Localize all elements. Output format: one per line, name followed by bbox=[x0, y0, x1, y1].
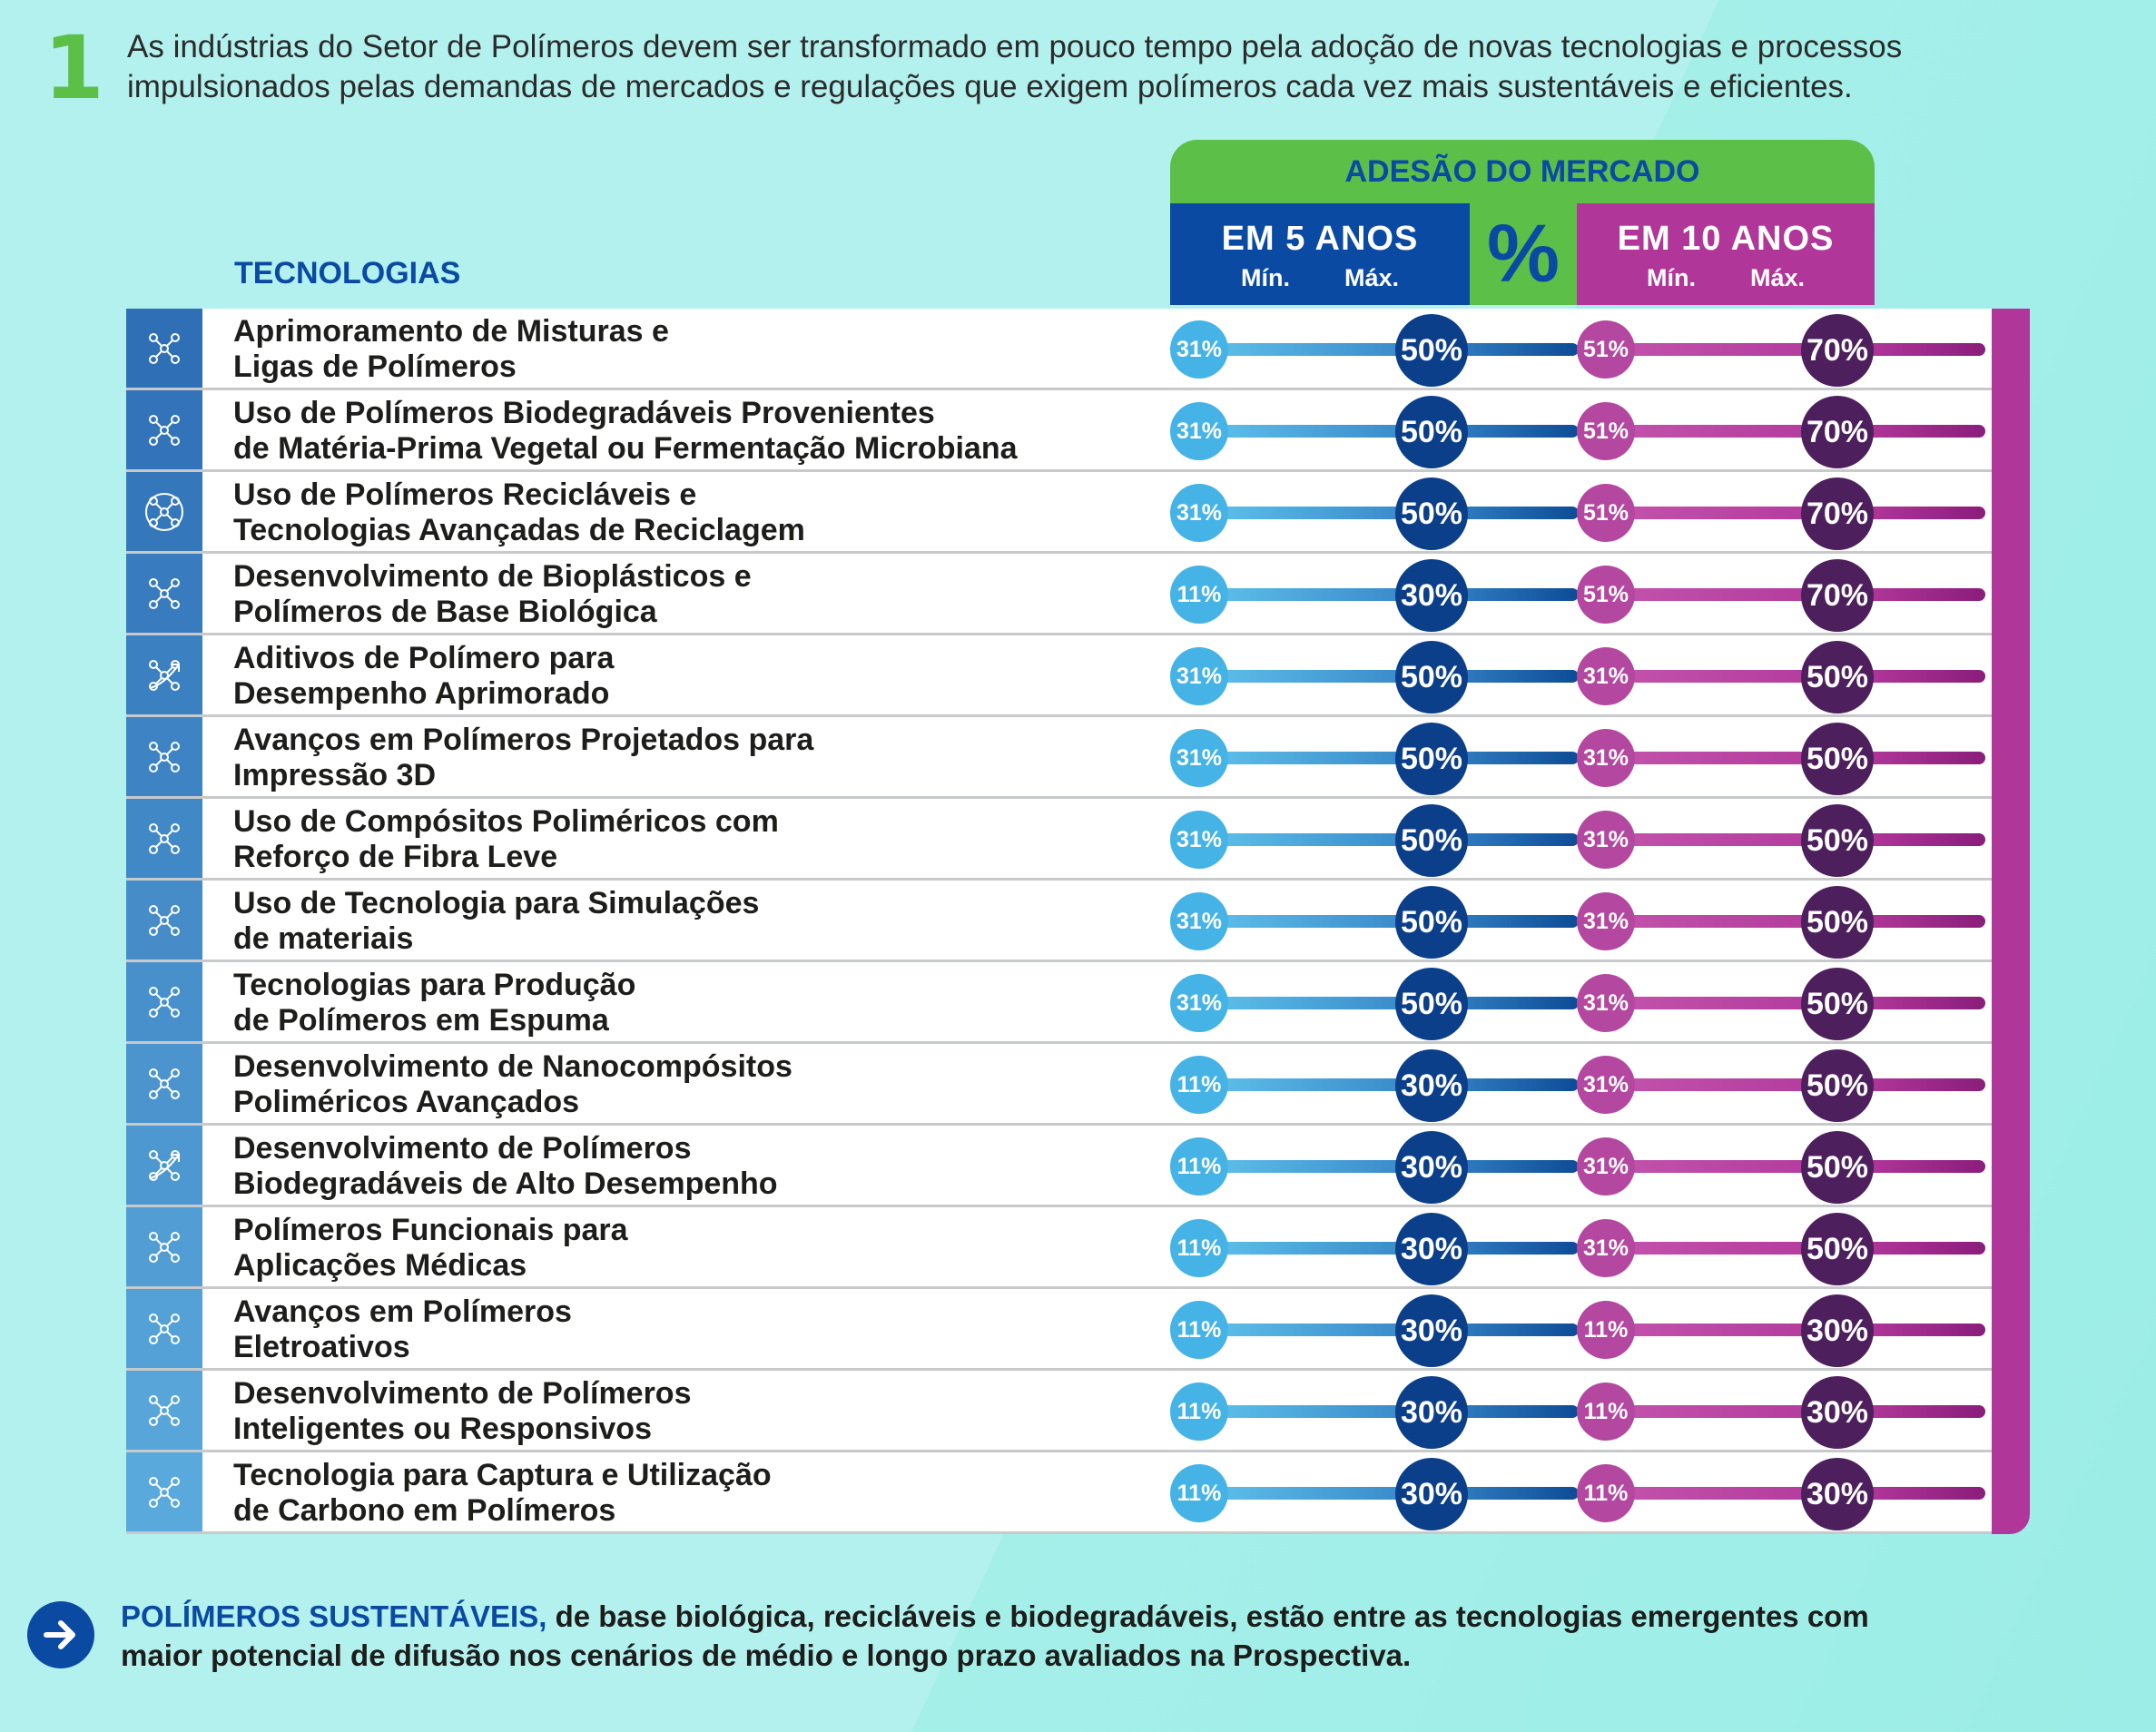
technology-label-line-2: Biodegradáveis de Alto Desempenho bbox=[233, 1166, 778, 1201]
five-years-max-value: 50% bbox=[1395, 314, 1468, 387]
intro-text bbox=[127, 27, 2124, 107]
technology-label-line-1: Aprimoramento de Misturas e bbox=[233, 314, 669, 349]
arrow-right-icon bbox=[27, 1601, 94, 1668]
molecule-icon bbox=[126, 309, 202, 388]
table-row bbox=[126, 309, 1992, 390]
ten-years-min-value: 31% bbox=[1577, 1137, 1635, 1196]
drop-growth-icon bbox=[126, 635, 202, 714]
five-years-max-label: Máx. bbox=[1344, 264, 1400, 291]
technology-label bbox=[233, 477, 1232, 548]
five-years-max-value: 50% bbox=[1395, 477, 1468, 550]
nano-molecule-icon bbox=[126, 1044, 202, 1123]
table-row bbox=[126, 1207, 1992, 1289]
technology-label-line-1: Uso de Polímeros Recicláveis e bbox=[233, 477, 697, 512]
intro-line-2: impulsionados pelas demandas de mercados e regulações que exigem polímeros cada vez mais sustentáveis e eficientes. bbox=[127, 69, 1853, 104]
ten-years-max-value: 50% bbox=[1801, 968, 1874, 1040]
technology-label bbox=[233, 396, 1232, 467]
five-years-min-value: 31% bbox=[1170, 729, 1228, 787]
technology-label bbox=[233, 1213, 1232, 1284]
bulb-molecule-icon bbox=[126, 1371, 202, 1450]
ten-years-min-value: 31% bbox=[1577, 729, 1635, 787]
five-years-min-value: 11% bbox=[1170, 1383, 1228, 1441]
five-years-min-value: 31% bbox=[1170, 484, 1228, 542]
technology-label bbox=[233, 968, 1232, 1038]
five-years-max-value: 30% bbox=[1395, 1458, 1468, 1530]
five-years-min-value: 11% bbox=[1170, 566, 1228, 624]
table-row bbox=[126, 1044, 1992, 1126]
five-years-header bbox=[1170, 203, 1470, 305]
five-years-min-value: 31% bbox=[1170, 974, 1228, 1032]
technology-label-line-1: Uso de Tecnologia para Simulações bbox=[233, 886, 760, 920]
recycle-molecule-icon bbox=[126, 472, 202, 551]
five-years-title: EM 5 ANOS bbox=[1221, 220, 1419, 258]
five-years-range-bar bbox=[1188, 752, 1579, 764]
table-accent-bar bbox=[1992, 309, 2030, 1534]
ten-years-max-value: 50% bbox=[1801, 1213, 1874, 1285]
lightning-molecule-icon bbox=[126, 1289, 202, 1368]
footer-text-2: maior potencial de difusão nos cenários de médio e longo prazo avaliados na Prospectiva. bbox=[121, 1639, 1412, 1672]
ten-years-range-bar bbox=[1595, 1405, 1985, 1418]
ten-years-min-value: 51% bbox=[1577, 484, 1635, 542]
five-years-range-bar bbox=[1188, 425, 1579, 438]
ten-years-min-value: 31% bbox=[1577, 974, 1635, 1032]
ten-years-min-value: 11% bbox=[1577, 1464, 1635, 1522]
table-row bbox=[126, 799, 1992, 881]
ten-years-range-bar bbox=[1595, 425, 1985, 438]
row-divider bbox=[126, 1531, 1992, 1534]
market-adoption-header: ADESÃO DO MERCADO bbox=[1170, 140, 1875, 203]
technology-label bbox=[233, 559, 1232, 630]
five-years-range-bar bbox=[1188, 670, 1579, 683]
molecule-growth-icon bbox=[126, 1126, 202, 1205]
technology-label bbox=[233, 1376, 1232, 1447]
ten-years-max-value: 70% bbox=[1801, 396, 1874, 468]
table-row bbox=[126, 1289, 1992, 1371]
technology-label-line-2: Polímeros de Base Biológica bbox=[233, 595, 657, 629]
table-row bbox=[126, 554, 1992, 635]
technology-label-line-2: Impressão 3D bbox=[233, 758, 436, 792]
ten-years-min-value: 11% bbox=[1577, 1383, 1635, 1441]
table-row bbox=[126, 1452, 1992, 1534]
ten-years-min-value: 11% bbox=[1577, 1301, 1635, 1359]
five-years-min-value: 31% bbox=[1170, 892, 1228, 950]
ten-years-min-value: 31% bbox=[1577, 1219, 1635, 1277]
five-years-range-bar bbox=[1188, 1487, 1579, 1500]
five-years-range-bar bbox=[1188, 343, 1579, 356]
ten-years-max-value: 50% bbox=[1801, 804, 1874, 877]
ten-years-max-value: 50% bbox=[1801, 723, 1874, 795]
five-years-max-value: 50% bbox=[1395, 641, 1468, 713]
technology-label-line-1: Desenvolvimento de Polímeros bbox=[233, 1131, 692, 1166]
ten-years-range-bar bbox=[1595, 997, 1985, 1009]
table-row bbox=[126, 472, 1992, 554]
technology-label-line-1: Aditivos de Polímero para bbox=[233, 641, 615, 675]
molecule-cylinder-icon bbox=[126, 881, 202, 959]
foam-icon bbox=[126, 962, 202, 1041]
five-years-range-bar bbox=[1188, 1078, 1579, 1091]
table-row bbox=[126, 1371, 1992, 1452]
ten-years-title: EM 10 ANOS bbox=[1617, 220, 1835, 258]
technology-label bbox=[233, 723, 1232, 793]
five-years-max-value: 30% bbox=[1395, 1376, 1468, 1449]
ten-years-max-value: 50% bbox=[1801, 886, 1874, 959]
technology-label bbox=[233, 641, 1232, 712]
technology-label-line-2: Desempenho Aprimorado bbox=[233, 676, 610, 711]
five-years-min-label: Mín. bbox=[1240, 264, 1290, 291]
technology-label-line-2: Eletroativos bbox=[233, 1330, 410, 1364]
table-row bbox=[126, 962, 1992, 1044]
five-years-min-value: 11% bbox=[1170, 1219, 1228, 1277]
ten-years-max-value: 30% bbox=[1801, 1458, 1874, 1530]
five-years-max-value: 50% bbox=[1395, 968, 1468, 1040]
ten-years-max-value: 50% bbox=[1801, 1049, 1874, 1122]
intro-line-1: As indústrias do Setor de Polímeros devem ser transformado em pouco tempo pela adoção de novas tecnologias e processos bbox=[127, 29, 1903, 64]
five-years-min-value: 31% bbox=[1170, 320, 1228, 379]
ten-years-min-value: 31% bbox=[1577, 1056, 1635, 1114]
technology-label-line-2: Ligas de Polímeros bbox=[233, 349, 517, 384]
five-years-range-bar bbox=[1188, 588, 1579, 601]
ten-years-header bbox=[1577, 203, 1875, 305]
ten-years-max-value: 30% bbox=[1801, 1294, 1874, 1367]
ten-years-range-bar bbox=[1595, 670, 1985, 683]
five-years-min-value: 31% bbox=[1170, 647, 1228, 705]
five-years-max-value: 30% bbox=[1395, 559, 1468, 632]
five-years-min-value: 31% bbox=[1170, 811, 1228, 869]
five-years-max-value: 30% bbox=[1395, 1131, 1468, 1204]
ten-years-min-value: 31% bbox=[1577, 647, 1635, 705]
ten-years-min-value: 31% bbox=[1577, 892, 1635, 950]
ten-years-max-value: 50% bbox=[1801, 641, 1874, 713]
technology-label-line-1: Uso de Compósitos Poliméricos com bbox=[233, 804, 779, 839]
ten-years-max-value: 70% bbox=[1801, 477, 1874, 550]
section-number: 1 bbox=[44, 17, 104, 119]
five-years-range-bar bbox=[1188, 1242, 1579, 1255]
ten-years-max-value: 70% bbox=[1801, 314, 1874, 387]
percent-header bbox=[1470, 203, 1577, 305]
technology-label-line-1: Tecnologia para Captura e Utilização bbox=[233, 1458, 772, 1492]
footer-text-1: de base biológica, recicláveis e biodegradáveis, estão entre as tecnologias emergentes com bbox=[546, 1599, 1869, 1633]
technology-label bbox=[233, 314, 1232, 385]
table-row bbox=[126, 717, 1992, 799]
technology-label-line-2: de Matéria-Prima Vegetal ou Fermentação Microbiana bbox=[233, 431, 1018, 466]
ten-years-range-bar bbox=[1595, 1324, 1985, 1336]
dna-icon bbox=[126, 554, 202, 633]
technologies-header: TECNOLOGIAS bbox=[234, 256, 461, 290]
technology-label-line-2: Aplicações Médicas bbox=[233, 1248, 527, 1283]
doctor-icon bbox=[126, 1207, 202, 1286]
five-years-range-bar bbox=[1188, 1405, 1579, 1418]
footer-note bbox=[121, 1597, 2072, 1675]
technology-label bbox=[233, 886, 1232, 957]
ten-years-min-value: 51% bbox=[1577, 566, 1635, 624]
ten-years-range-bar bbox=[1595, 1242, 1985, 1255]
table-row bbox=[126, 635, 1992, 717]
ten-years-range-bar bbox=[1595, 833, 1985, 846]
ten-years-min-value: 51% bbox=[1577, 320, 1635, 379]
ten-years-min-label: Mín. bbox=[1646, 264, 1696, 291]
five-years-max-value: 50% bbox=[1395, 804, 1468, 877]
ten-years-range-bar bbox=[1595, 343, 1985, 356]
technology-label-line-1: Polímeros Funcionais para bbox=[233, 1213, 628, 1247]
five-years-max-value: 50% bbox=[1395, 396, 1468, 468]
cloud-molecule-icon bbox=[126, 1452, 202, 1531]
technology-label-line-2: Poliméricos Avançados bbox=[233, 1085, 580, 1119]
five-years-range-bar bbox=[1188, 1324, 1579, 1336]
ten-years-max-value: 30% bbox=[1801, 1376, 1874, 1449]
technology-label-line-1: Avanços em Polímeros Projetados para bbox=[233, 723, 814, 757]
five-years-max-value: 30% bbox=[1395, 1294, 1468, 1367]
molecule-branch-icon bbox=[126, 390, 202, 469]
technology-label-line-1: Uso de Polímeros Biodegradáveis Provenientes bbox=[233, 396, 935, 430]
technology-label-line-2: de Polímeros em Espuma bbox=[233, 1003, 609, 1038]
footer-highlight: POLÍMEROS SUSTENTÁVEIS, bbox=[121, 1599, 547, 1633]
ten-years-range-bar bbox=[1595, 752, 1985, 764]
technology-label bbox=[233, 1458, 1232, 1529]
technology-label-line-1: Avanços em Polímeros bbox=[233, 1294, 572, 1329]
technology-label bbox=[233, 1049, 1232, 1120]
five-years-range-bar bbox=[1188, 915, 1579, 928]
five-years-min-value: 31% bbox=[1170, 402, 1228, 460]
technology-label-line-2: de Carbono em Polímeros bbox=[233, 1493, 616, 1528]
ten-years-range-bar bbox=[1595, 1160, 1985, 1173]
ten-years-range-bar bbox=[1595, 915, 1985, 928]
technology-label-line-2: Inteligentes ou Responsivos bbox=[233, 1412, 652, 1446]
printer-3d-icon bbox=[126, 717, 202, 796]
five-years-range-bar bbox=[1188, 997, 1579, 1009]
five-years-min-value: 11% bbox=[1170, 1137, 1228, 1196]
five-years-range-bar bbox=[1188, 833, 1579, 846]
technology-label-line-2: de materiais bbox=[233, 921, 414, 956]
percent-icon: % bbox=[1486, 209, 1560, 300]
technologies-table bbox=[126, 309, 1992, 1534]
five-years-range-bar bbox=[1188, 507, 1579, 519]
five-years-max-value: 50% bbox=[1395, 723, 1468, 795]
ten-years-min-value: 31% bbox=[1577, 811, 1635, 869]
table-row bbox=[126, 390, 1992, 472]
table-row bbox=[126, 1126, 1992, 1207]
technology-label bbox=[233, 804, 1232, 875]
ten-years-max-value: 50% bbox=[1801, 1131, 1874, 1204]
five-years-min-value: 11% bbox=[1170, 1301, 1228, 1359]
ten-years-range-bar bbox=[1595, 1487, 1985, 1500]
technology-label-line-1: Desenvolvimento de Bioplásticos e bbox=[233, 559, 752, 594]
ten-years-range-bar bbox=[1595, 1078, 1985, 1091]
ten-years-range-bar bbox=[1595, 507, 1985, 519]
five-years-max-value: 30% bbox=[1395, 1213, 1468, 1285]
technology-label-line-1: Desenvolvimento de Polímeros bbox=[233, 1376, 692, 1411]
ten-years-max-value: 70% bbox=[1801, 559, 1874, 632]
five-years-range-bar bbox=[1188, 1160, 1579, 1173]
technology-label bbox=[233, 1294, 1232, 1365]
technology-label-line-2: Tecnologias Avançadas de Reciclagem bbox=[233, 513, 805, 547]
technology-label-line-1: Tecnologias para Produção bbox=[233, 968, 636, 1002]
molecule-up-icon bbox=[126, 799, 202, 878]
table-row bbox=[126, 881, 1992, 962]
ten-years-min-value: 51% bbox=[1577, 402, 1635, 460]
technology-label-line-2: Reforço de Fibra Leve bbox=[233, 840, 558, 874]
five-years-min-value: 11% bbox=[1170, 1056, 1228, 1114]
technology-label bbox=[233, 1131, 1232, 1202]
five-years-max-value: 30% bbox=[1395, 1049, 1468, 1122]
five-years-min-value: 11% bbox=[1170, 1464, 1228, 1522]
five-years-max-value: 50% bbox=[1395, 886, 1468, 959]
technology-label-line-1: Desenvolvimento de Nanocompósitos bbox=[233, 1049, 793, 1084]
ten-years-max-label: Máx. bbox=[1749, 264, 1806, 291]
ten-years-range-bar bbox=[1595, 588, 1985, 601]
